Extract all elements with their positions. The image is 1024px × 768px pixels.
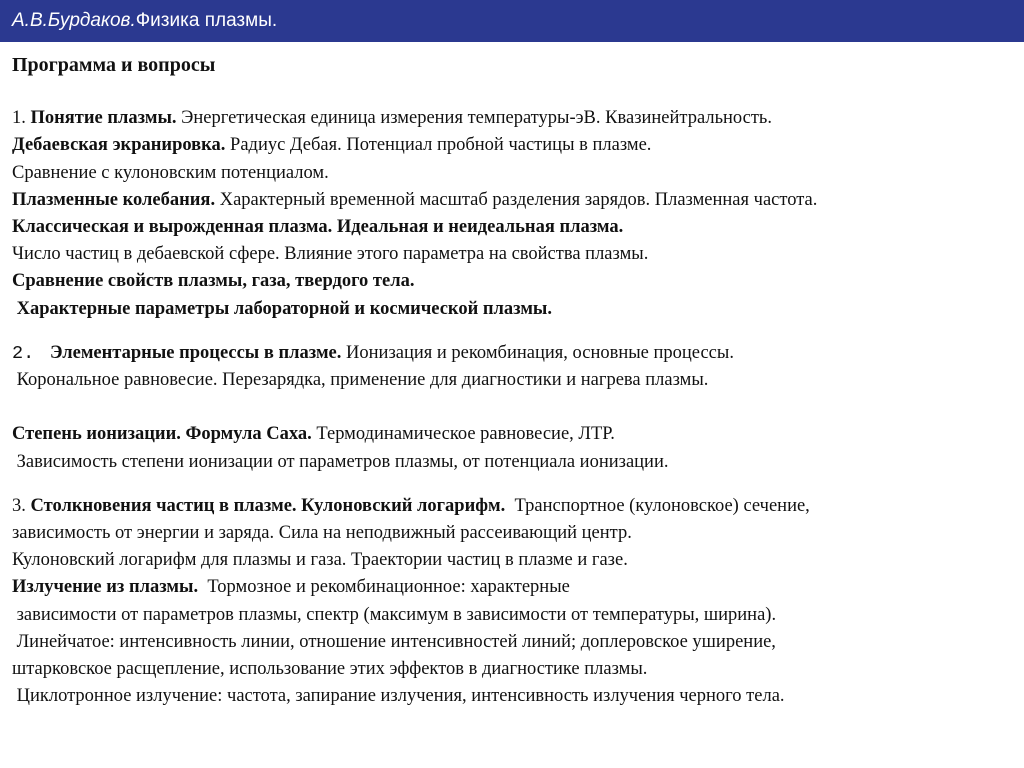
slide-header <box>0 0 1024 42</box>
topic-text: Сравнение с кулоновским потенциалом. <box>12 162 329 183</box>
text-line <box>12 574 1012 601</box>
topic-text: Тормозное и рекомбинационное: характерные <box>198 577 570 598</box>
text-line <box>12 241 1012 268</box>
text-line <box>12 132 1012 159</box>
topic-text: Термодинамическое равновесие, ЛТР. <box>311 424 615 445</box>
topic-heading: Сравнение свойств плазмы, газа, твердого тела. <box>12 271 415 292</box>
topic-heading: Степень ионизации. Формула Саха. <box>12 424 312 445</box>
topic-heading: Плазменные колебания. <box>12 189 216 210</box>
text-line <box>12 367 1012 394</box>
text-line <box>12 656 1012 683</box>
topic-heading: Излучение из плазмы. <box>12 577 199 598</box>
topic-text: Циклотронное излучение: частота, запирание излучения, интенсивность излучения черного тела. <box>12 686 785 707</box>
section-number: 2. <box>12 342 46 364</box>
topic-heading: Дебаевская экранировка. <box>12 135 226 156</box>
text-line <box>12 394 1012 421</box>
text-line <box>12 160 1012 187</box>
topic-text: Корональное равновесие. Перезарядка, применение для диагностики и нагрева плазмы. <box>12 370 709 391</box>
text-line <box>12 105 1012 132</box>
section-1 <box>12 105 1012 323</box>
text-line <box>12 187 1012 214</box>
section-number: 3. <box>12 495 31 516</box>
topic-heading: Понятие плазмы. <box>30 108 177 129</box>
topic-text: Характерный временной масштаб разделения зарядов. Плазменная частота. <box>215 189 818 210</box>
topic-text: зависимость от энергии и заряда. Сила на неподвижный рассеивающий центр. <box>12 523 632 544</box>
topic-text: Энергетическая единица измерения температуры-эВ. Квазинейтральность. <box>176 108 772 129</box>
topic-text: зависимости от параметров плазмы, спектр (максимум в зависимости от температуры, ширина). <box>12 604 777 625</box>
topic-heading: Характерные параметры лабораторной и космической плазмы. <box>12 298 552 319</box>
text-line <box>12 520 1012 547</box>
topic-heading: Классическая и вырожденная плазма. Идеальная и неидеальная плазма. <box>12 217 624 238</box>
slide-content <box>12 50 1012 710</box>
text-line <box>12 449 1012 476</box>
section-number: 1. <box>12 108 31 129</box>
topic-heading: Столкновения частиц в плазме. Кулоновский логарифм. <box>30 495 506 516</box>
text-line <box>12 629 1012 656</box>
section-3 <box>12 493 1012 711</box>
text-line <box>12 214 1012 241</box>
topic-text: Кулоновский логарифм для плазмы и газа. Траектории частиц в плазме и газе. <box>12 550 628 571</box>
spacer <box>12 476 1012 493</box>
text-line <box>12 683 1012 710</box>
topic-heading: Элементарные процессы в плазме. <box>45 342 342 363</box>
header-author: А.В.Бурдаков. <box>12 10 136 31</box>
topic-text: Линейчатое: интенсивность линии, отношение интенсивностей линий; доплеровское уширение, <box>12 631 776 652</box>
text-line <box>12 268 1012 295</box>
topic-text: Число частиц в дебаевской сфере. Влияние этого параметра на свойства плазмы. <box>12 244 649 265</box>
topic-text: Радиус Дебая. Потенциал пробной частицы в плазме. <box>225 135 652 156</box>
header-title: Физика плазмы. <box>135 10 278 31</box>
topic-text: штарковское расщепление, использование этих эффектов в диагностике плазмы. <box>12 659 648 680</box>
text-line <box>12 602 1012 629</box>
topic-text: Ионизация и рекомбинация, основные процессы. <box>341 342 734 363</box>
text-line <box>12 340 1012 367</box>
page-title: Программа и вопросы <box>12 54 216 76</box>
topic-text: Зависимость степени ионизации от параметров плазмы, от потенциала ионизации. <box>12 451 669 472</box>
spacer <box>12 323 1012 340</box>
text-line <box>12 547 1012 574</box>
text-line <box>12 421 1012 448</box>
text-line <box>12 296 1012 323</box>
topic-text: Транспортное (кулоновское) сечение, <box>505 495 810 516</box>
text-line <box>12 493 1012 520</box>
section-2 <box>12 340 1012 476</box>
